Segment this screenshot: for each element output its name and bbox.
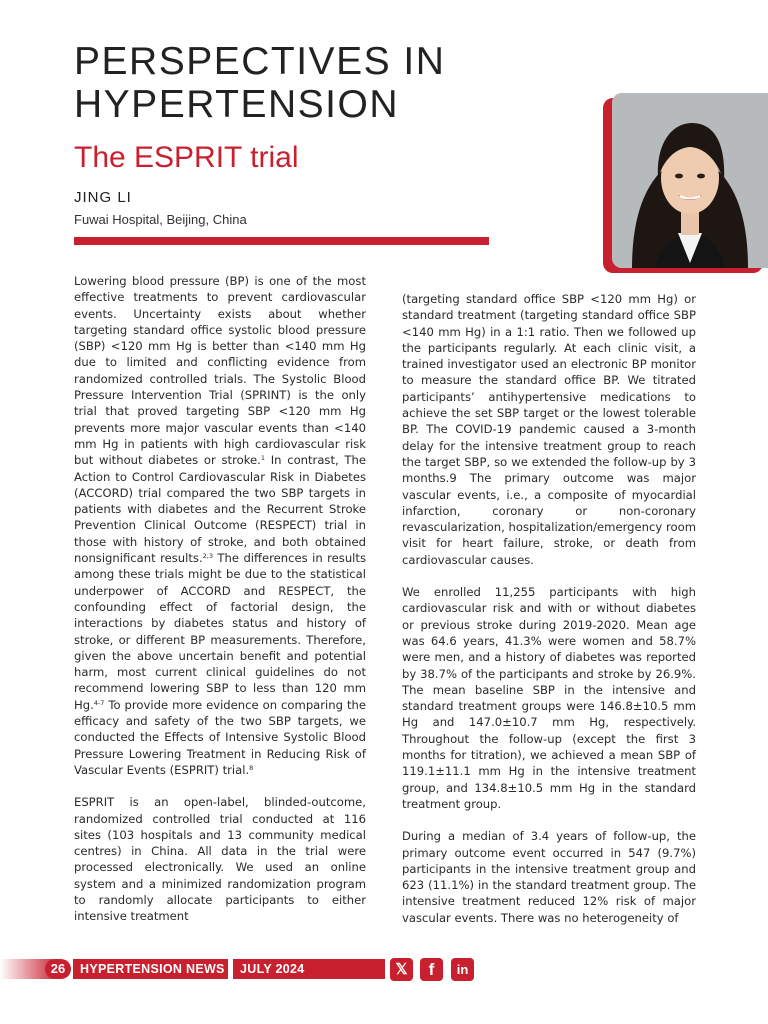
reference-marker: 8 [249, 763, 254, 772]
facebook-icon[interactable]: f [420, 958, 443, 981]
page-number: 26 [45, 959, 71, 979]
enrollment-paragraph: We enrolled 11,255 participants with high cardiovascular risk and with or without diabetes or previous stroke during 2019-2020. Mean age was 64.6 years, 41.3% were women and 58.7% were men, and a history of diabetes was reported by 38.7% of the participants and stroke by 26.9%. The mean baseline SBP in the intensive and standard treatment groups were 146.8±10.5 mm Hg and 147.0±10.7 mm Hg, respectively. Throughout the follow-up (except the first 3 months for titration), we achieved a mean SBP of 119.1±11.1 mm Hg in the intensive treatment group, and 134.8±10.5 mm Hg in the standard treatment group. [402, 585, 696, 811]
x-logo-icon[interactable]: 𝕏 [390, 958, 413, 981]
article-column-right [402, 291, 696, 942]
methods-paragraph: ESPRIT is an open-label, blinded-outcome, randomized controlled trial conducted at 116 sites (103 hospitals and 13 community medical centres) in China. All data in the trial were processed electronically. We used an online system and a minimized randomization program to randomly allocate participants to either intensive treatment [74, 795, 366, 924]
footer-separator [228, 959, 233, 979]
intro-text-part: Lowering blood pressure (BP) is one of the most effective treatments to prevent cardiovascular events. Uncertainty exists about whether targeting standard office systolic blood pressure (SBP) <120 mm Hg is better than <140 mm Hg due to limited and conflicting evidence from randomized controlled trials. The Systolic Blood Pressure Intervention Trial (SPRINT) is the only trial that proved targeting SBP <120 mm Hg prevents more major vascular events than <140 mm Hg in patients with high cardiovascular risk but without diabetes or stroke. [74, 274, 366, 468]
results-paragraph: During a median of 3.4 years of follow-up, the primary outcome event occurred in 547 (9.7%) participants in the intensive treatment group and 623 (11.1%) in the standard treatment group. The intensive treatment reduced 12% risk of major vascular events. There was no heterogeneity of [402, 829, 696, 925]
intro-text-part: To provide more evidence on comparing the efficacy and safety of the two SBP targets, we conducted the Effects of Intensive Systolic Blood Pressure Lowering Treatment in Reducing Risk of Vascular Events (ESPRIT) trial. [74, 697, 366, 777]
author-portrait-illustration [612, 93, 768, 268]
page-title: PERSPECTIVES IN HYPERTENSION [74, 40, 446, 126]
reference-marker: 2,3 [202, 552, 213, 561]
methods-continued-paragraph: (targeting standard office SBP <120 mm Hg) or standard treatment (targeting standard office SBP <140 mm Hg) in a 1:1 ratio. Then we followed up the participants regularly. At each clinic visit, a trained investigator used an electronic BP monitor to measure the standard office BP. We titrated participants’ antihypertensive medications to achieve the set SBP target or the lowest tolerable BP. The COVID-19 pandemic caused a 3-month delay for the intensive treatment group to reach the target SBP, so we extended the follow-up by 3 months.9 The primary outcome was major vascular events, i.e., a composite of myocardial infarction, coronary or non-coronary revascularization, hospitalization/emergency room visit for heart failure, stroke, or death from cardiovascular causes. [402, 292, 696, 567]
title-divider [74, 237, 489, 245]
publication-name: HYPERTENSION NEWS [80, 962, 225, 976]
article-title: The ESPRIT trial [74, 141, 299, 174]
intro-paragraph [74, 273, 366, 778]
issue-date: JULY 2024 [240, 962, 305, 976]
reference-marker: 1 [260, 454, 265, 463]
article-column-left [74, 273, 366, 941]
intro-text-part: In contrast, The Action to Control Cardiovascular Risk in Diabetes (ACCORD) trial compared the two SBP targets in patients with diabetes and the Recurrent Stroke Prevention Clinical Outcome (RESPECT) trial in those with history of stroke, and both obtained nonsignificant results. [74, 453, 366, 566]
linkedin-icon[interactable]: in [451, 958, 474, 981]
author-name: JING LI [74, 189, 132, 206]
author-photo [612, 93, 768, 268]
author-affiliation: Fuwai Hospital, Beijing, China [74, 212, 247, 227]
intro-text-part: The differences in results among these trials might be due to the statistical underpower of ACCORD and RESPECT, the confounding effect of factorial design, the interactions by diabetes status and history of stroke, or different BP measurements. Therefore, given the above uncertain benefit and potential harm, most current clinical guidelines do not recommend lowering SBP to less than 120 mm Hg. [74, 551, 366, 712]
reference-marker: 4-7 [93, 698, 105, 707]
